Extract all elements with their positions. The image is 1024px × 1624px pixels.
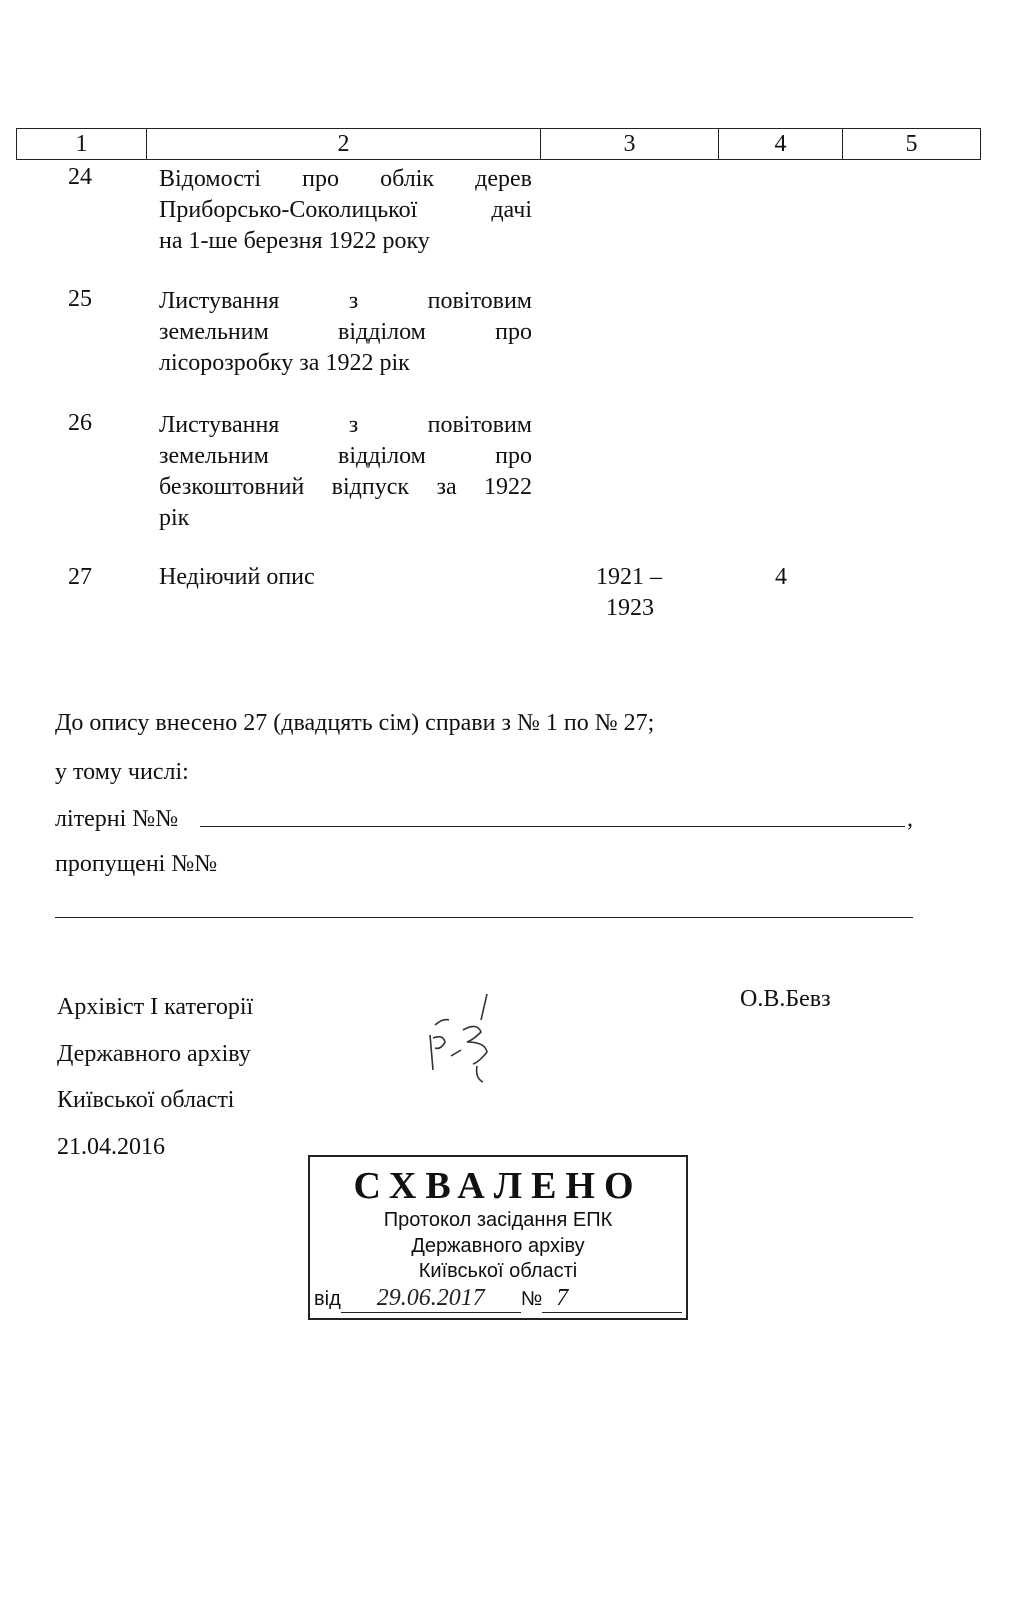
skipped-numbers-label: пропущені №№ <box>55 851 218 877</box>
skipped-numbers-blank <box>55 917 913 918</box>
desc-line: лісорозробку за 1922 рік <box>159 350 410 376</box>
stamp-number: 7 <box>542 1285 682 1313</box>
row-number: 26 <box>68 410 92 436</box>
desc-line: земельним відділом про <box>159 443 532 469</box>
header-col-1: 1 <box>17 129 147 159</box>
row-description <box>159 410 532 534</box>
desc-line: безкоштовний відпуск за 1922 <box>159 474 532 500</box>
summary-including: у тому числі: <box>55 759 189 785</box>
header-col-5: 5 <box>905 131 918 157</box>
row-number: 27 <box>68 564 92 590</box>
stamp-line: Державного архіву <box>411 1235 585 1257</box>
row-description <box>159 562 532 593</box>
position-line: Державного архіву <box>57 1040 251 1067</box>
desc-line: Недіючий опис <box>159 564 315 590</box>
table-header <box>16 128 981 160</box>
desc-line: рік <box>159 505 190 531</box>
desc-line: Листування з повітовим <box>159 288 532 314</box>
position-line: Київської області <box>57 1087 235 1113</box>
desc-line: Листування з повітовим <box>159 412 532 438</box>
desc-line: земельним відділом про <box>159 319 532 345</box>
stamp-date: 29.06.2017 <box>341 1285 521 1313</box>
summary-total: До опису внесено 27 (двадцять сім) справи з № 1 по № 27; <box>55 710 655 736</box>
stamp-protocol-line <box>314 1285 682 1313</box>
signature-date: 21.04.2016 <box>57 1133 165 1160</box>
header-col-2: 2 <box>147 129 541 159</box>
row-number: 25 <box>68 286 92 312</box>
header-col-4: 4 <box>719 129 843 159</box>
header-col-3: 3 <box>541 129 719 159</box>
stamp-line: Київської області <box>418 1260 578 1282</box>
literal-numbers-blank <box>200 826 905 827</box>
desc-line: на 1-ше березня 1922 року <box>159 228 430 254</box>
desc-line: Відомості про облік дерев <box>159 166 532 192</box>
stamp-title: СХВАЛЕНО <box>353 1165 643 1207</box>
desc-line: Приборсько-Соколицької дачі <box>159 197 532 223</box>
approval-stamp <box>308 1155 688 1320</box>
stamp-line: Протокол засідання ЕПК <box>383 1209 613 1231</box>
row-sheets: 4 <box>775 564 787 590</box>
handwritten-signature <box>415 990 510 1090</box>
row-description <box>159 164 532 257</box>
signer-position <box>57 984 253 1170</box>
signer-name: О.В.Бевз <box>740 986 831 1012</box>
comma: , <box>907 806 913 832</box>
row-description <box>159 286 532 379</box>
literal-numbers-label: літерні №№ <box>55 806 179 832</box>
row-number: 24 <box>68 164 92 190</box>
row-dates-end: 1923 <box>606 595 654 621</box>
from-label: від <box>314 1288 341 1310</box>
row-dates: 1921 – <box>596 564 662 590</box>
position-line: Архівіст І категорії <box>57 994 254 1020</box>
number-label: № <box>520 1288 543 1310</box>
